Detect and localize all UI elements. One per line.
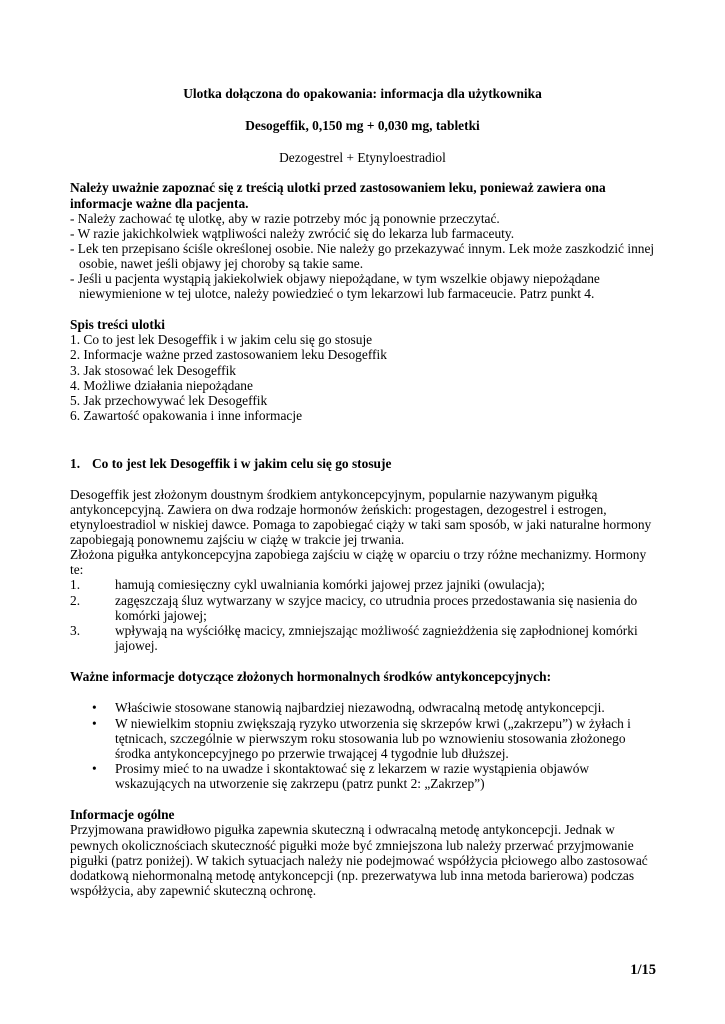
- mechanism-text: wpływają na wyściółkę macicy, zmniejszając możliwość zagnieżdżenia się zapłodnionej komórki: [115, 623, 638, 638]
- general-heading: Informacje ogólne: [70, 807, 175, 822]
- mechanism-number: 3.: [70, 623, 81, 638]
- toc-item: 6. Zawartość opakowania i inne informacje: [70, 408, 303, 423]
- toc-item: 3. Jak stosować lek Desogeffik: [70, 363, 236, 378]
- body-text: dodatkową niehormonalną metodę antykoncepcji (np. prezerwatywa lub inna metoda barierowa) podczas: [70, 868, 635, 883]
- toc-item: 1. Co to jest lek Desogeffik i w jakim celu się go stosuje: [70, 332, 373, 347]
- toc-item: 4. Możliwe działania niepożądane: [70, 378, 253, 393]
- bullet-text: W niewielkim stopniu zwiększają ryzyko utworzenia się skrzepów krwi („zakrzepu”) w żyłach i: [115, 716, 631, 731]
- bullet-text: Prosimy mieć to na uwadze i skontaktować się z lekarzem w razie wystąpienia objawów: [115, 761, 590, 776]
- warning-line: Należy uważnie zapoznać się z treścią ulotki przed zastosowaniem leku, ponieważ zawiera ona: [70, 180, 606, 195]
- toc-heading: Spis treści ulotki: [70, 317, 165, 332]
- bullet-text: środka antykoncepcyjnego po przerwie trwającej 4 tygodnie lub dłuższej.: [115, 746, 509, 761]
- warning-line: informacje ważne dla pacjenta.: [70, 196, 249, 211]
- bullet-icon: •: [92, 700, 97, 715]
- toc-item: 5. Jak przechowywać lek Desogeffik: [70, 393, 268, 408]
- bullet-icon: •: [92, 761, 97, 776]
- body-text: Przyjmowana prawidłowo pigułka zapewnia skuteczną i odwracalną metodę antykoncepcji. Jednak w: [70, 822, 615, 837]
- bullet-text: Właściwie stosowane stanowią najbardziej niezawodną, odwracalną metodę antykoncepcji.: [115, 700, 605, 715]
- warning-item: - Należy zachować tę ulotkę, aby w razie potrzeby móc ją ponownie przeczytać.: [70, 211, 500, 226]
- bullet-icon: •: [92, 716, 97, 731]
- body-text: pigułki (patrz poniżej). W takich sytuacjach należy nie podejmować współżycia płciowego albo zastosować: [70, 853, 648, 868]
- product-name: Desogeffik, 0,150 mg + 0,030 mg, tabletki: [245, 118, 480, 133]
- mechanism-text: komórki jajowej;: [115, 608, 207, 623]
- body-text: pewnych okolicznościach skuteczność pigułki może być zmniejszona lub należy przerwać przyjmowanie: [70, 838, 634, 853]
- body-text: zapobiegają ponownemu zajściu w ciążę w trakcie jej trwania.: [70, 532, 405, 547]
- mechanism-number: 1.: [70, 577, 81, 592]
- toc-item: 2. Informacje ważne przed zastosowaniem leku Desogeffik: [70, 347, 387, 362]
- body-text: etynyloestradiol w niskiej dawce. Pomaga to zapobiegać ciąży w taki sam sposób, w jaki naturalne hormony: [70, 517, 652, 532]
- body-text: współżycia, aby zapewnić skuteczną ochronę.: [70, 883, 317, 898]
- bullet-text: tętnicach, szczególnie w pierwszym roku stosowania lub po wznowieniu stosowania złożonego: [115, 731, 626, 746]
- document-title: Ulotka dołączona do opakowania: informacja dla użytkownika: [183, 86, 542, 101]
- mechanism-text: hamują comiesięczny cykl uwalniania komórki jajowej przez jajniki (owulacja);: [115, 577, 545, 592]
- page-number: 1/15: [630, 962, 656, 978]
- important-heading: Ważne informacje dotyczące złożonych hormonalnych środków antykoncepcyjnych:: [70, 669, 552, 684]
- warning-item: osobie, nawet jeśli objawy jej choroby są takie same.: [79, 256, 364, 271]
- warning-item: - Jeśli u pacjenta wystąpią jakiekolwiek objawy niepożądane, w tym wszelkie objawy niepożądane: [70, 271, 600, 286]
- body-text: Złożona pigułka antykoncepcyjna zapobiega zajściu w ciążę w oparciu o trzy różne mechanizmy. Hormony: [70, 547, 647, 562]
- body-text: Desogeffik jest złożonym doustnym środkiem antykoncepcyjnym, popularnie nazywanym pigułką: [70, 487, 598, 502]
- section-number: 1.: [70, 456, 81, 471]
- warning-item: - W razie jakichkolwiek wątpliwości należy zwrócić się do lekarza lub farmaceuty.: [70, 226, 515, 241]
- section-heading: Co to jest lek Desogeffik i w jakim celu się go stosuje: [92, 456, 392, 471]
- mechanism-number: 2.: [70, 593, 81, 608]
- mechanism-text: jajowej.: [115, 638, 158, 653]
- active-substances: Dezogestrel + Etynyloestradiol: [279, 150, 446, 165]
- body-text: te:: [70, 562, 84, 577]
- warning-item: niewymienione w tej ulotce, należy powiedzieć o tym lekarzowi lub farmaceucie. Patrz punkt 4.: [79, 286, 595, 301]
- bullet-text: wskazujących na utworzenie się zakrzepu (patrz punkt 2: „Zakrzep”): [115, 776, 485, 791]
- body-text: antykoncepcyjną. Zawiera on dwa rodzaje hormonów żeńskich: progestagen, dezogestrel i estrogen,: [70, 502, 607, 517]
- mechanism-text: zagęszczają śluz wytwarzany w szyjce macicy, co utrudnia proces przedostawania się nasienia do: [115, 593, 638, 608]
- warning-item: - Lek ten przepisano ściśle określonej osobie. Nie należy go przekazywać innym. Lek może zaszkodzić innej: [70, 241, 655, 256]
